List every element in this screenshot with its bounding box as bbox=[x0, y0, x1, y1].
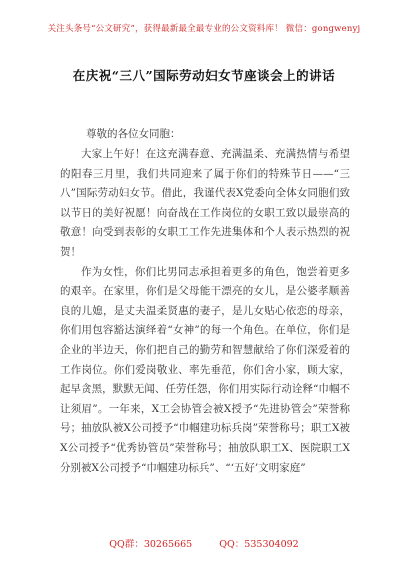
paragraph-2: 作为女性，你们比男同志承担着更多的角色，饱尝着更多的艰辛。在家里，你们是父母能干漂亮的女儿，是公婆孝顺善良的儿媳，是丈夫温柔贤惠的妻子，是儿女贴心依恋的母亲，你们用包容豁达演绎着“女神”的每一个角色。在单位，你们是企业的半边天，你们把自己的勤劳和智慧献给了你们深爱着的工作岗位。你们爱岗敬业、率先垂范，你们舍小家，顾大家，起早贪黑，默默无闻、任劳任怨，你们用实际行动诠释“巾帼不让须眉”。一年来，X工会协管会被X授予“先进协管会”荣誉称号；抽放队被X公司授予“巾帼建功标兵岗”荣誉称号；职工X被X公司授予“优秀协管员”荣誉称号；抽放队职工X、医院职工X分别被X公司授予“巾帼建功标兵”、“‘五好’文明家庭” bbox=[60, 265, 350, 474]
salutation: 尊敬的各位女同胞： bbox=[86, 128, 181, 140]
footer-qq-group: QQ群：30265665 bbox=[109, 539, 193, 550]
document-title: 在庆祝“三八”国际劳动妇女节座谈会上的讲话 bbox=[72, 68, 336, 83]
footer-contact bbox=[0, 536, 408, 550]
document-body bbox=[60, 145, 350, 478]
paragraph-1: 大家上午好！在这充满春意、充满温柔、充满热情与希望的阳春三月里，我们共同迎来了属于你们的特殊节日——“三八”国际劳动妇女节。借此，我谨代表X党委向全体女同胞们致以节日的美好祝愿！向奋战在工作岗位的女职工致以最崇高的敬意！向受到表彰的女职工工作先进集体和个人表示热烈的祝贺！ bbox=[60, 148, 350, 258]
footer-qq: QQ：535304092 bbox=[219, 539, 299, 550]
header-banner: 关注头条号“公文研究”，获得最新最全最专业的公文资料库！ 微信：gongwenyj bbox=[47, 24, 361, 34]
